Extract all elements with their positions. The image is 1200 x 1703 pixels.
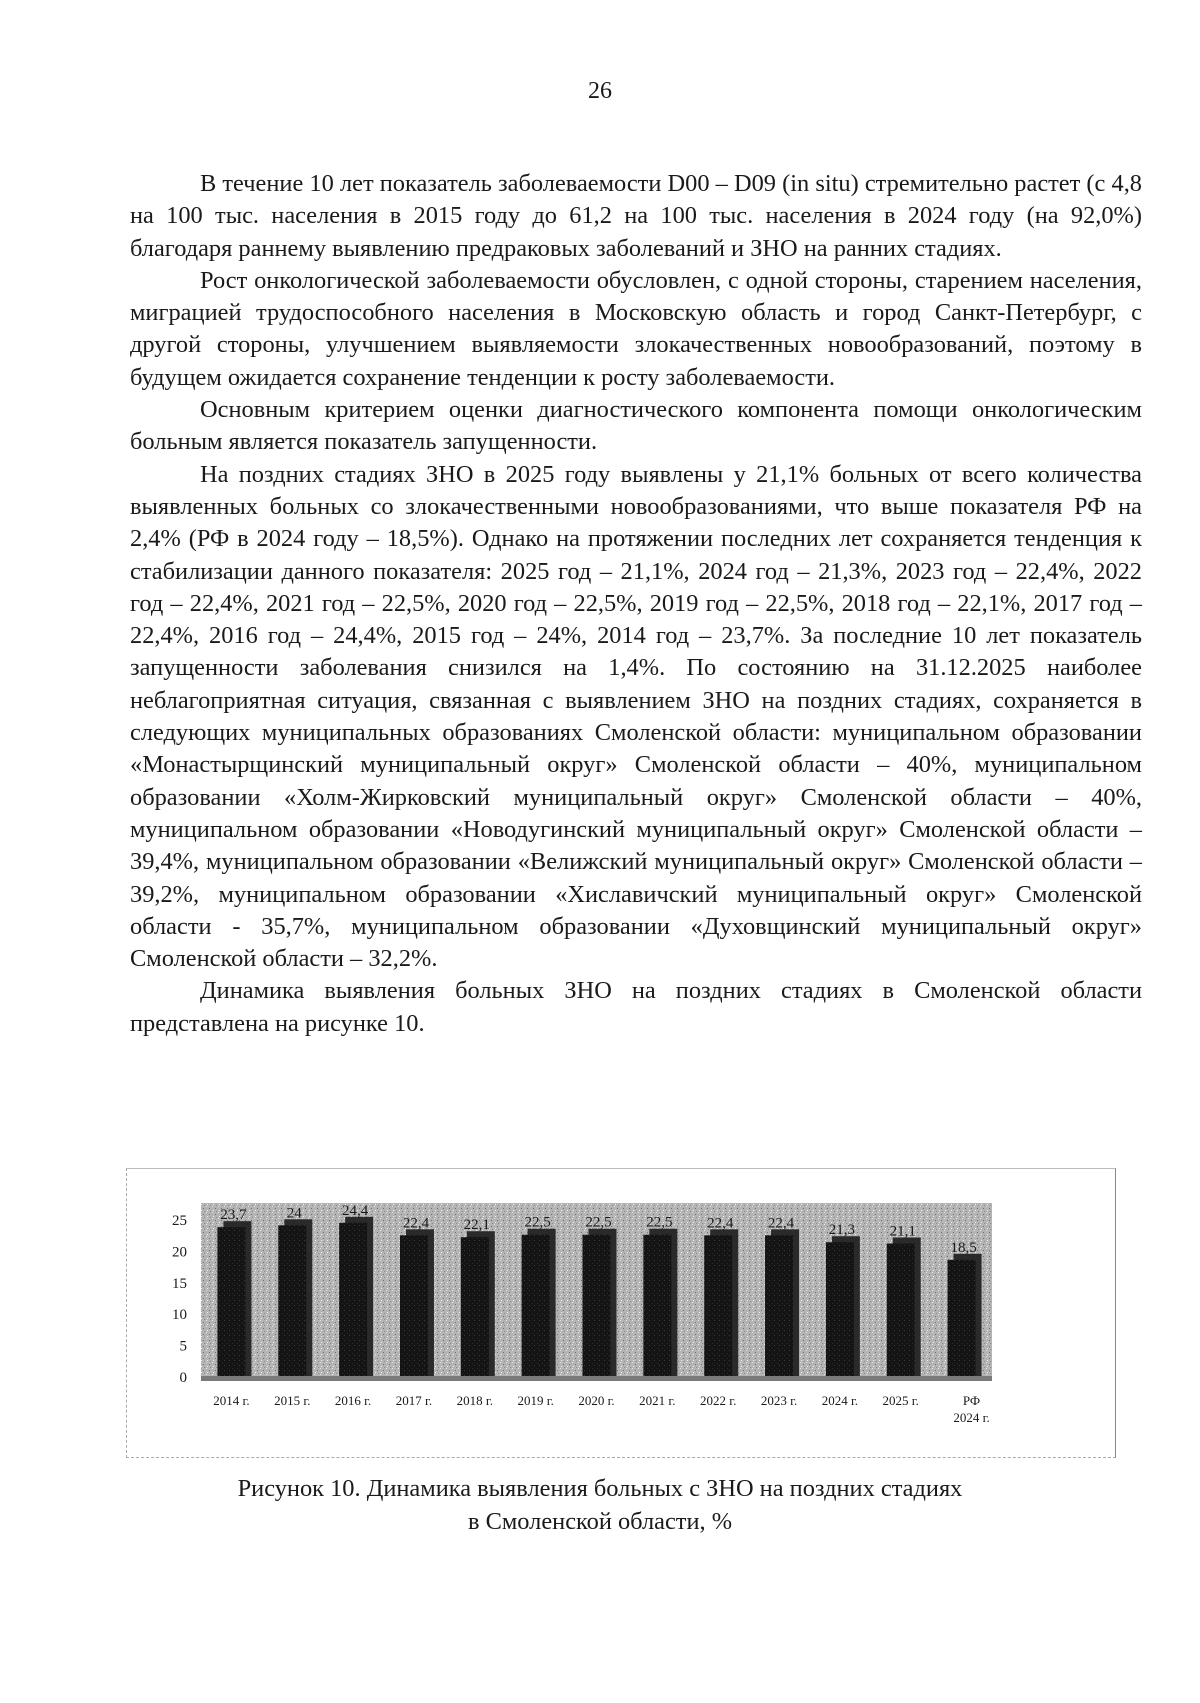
- bar-value-label: 24,4: [341, 1202, 369, 1219]
- y-tick-label: 15: [172, 1275, 187, 1292]
- x-tick-label: 2020 г.: [578, 1393, 615, 1408]
- bar: [583, 1235, 611, 1376]
- bar: [461, 1237, 489, 1376]
- bar-value-label: 21,1: [889, 1223, 916, 1240]
- paragraph-in-situ: В течение 10 лет показатель заболеваемости D00 – D09 (in situ) стремительно растет (с 4,8 на 100 тыс. населения в 2015 году до 61,2 на 100 тыс. населения в 2024 году (на 92,0%) благодаря раннему выявлению предраковых заболеваний и ЗНО на ранних стадиях.: [130, 170, 1142, 262]
- y-axis: [172, 1213, 187, 1386]
- paragraph-criterion: Основным критерием оценки диагностического компонента помощи онкологическим больным является показатель запущенности.: [130, 396, 1142, 456]
- bar-value-label: 21,3: [828, 1222, 856, 1239]
- bar-value-label: 18,5: [950, 1239, 977, 1256]
- paragraph-incidence-growth: Рост онкологической заболеваемости обусловлен, с одной стороны, старением населения, миграцией трудоспособного населения в Московскую область и город Санкт-Петербург, с другой стороны, улучшением выявляемости злокачественных новообразований, поэтому в будущем ожидается сохранение тенденции к росту заболеваемости.: [130, 266, 1142, 391]
- x-axis: [213, 1393, 990, 1425]
- bar: [522, 1235, 550, 1376]
- bar-value-label: 22,5: [646, 1214, 673, 1231]
- x-tick-label: 2022 г.: [700, 1393, 737, 1408]
- figure-caption: [0, 1472, 1200, 1538]
- x-tick-label: 2024 г.: [821, 1393, 859, 1408]
- bar: [765, 1235, 793, 1376]
- x-tick-label: 2016 г.: [334, 1393, 372, 1408]
- bar: [278, 1225, 306, 1376]
- x-tick-label: 2018 г.: [456, 1393, 493, 1408]
- bar-value-label: 22,4: [767, 1215, 795, 1232]
- y-tick-label: 25: [172, 1213, 187, 1229]
- bar-value-label: 22,4: [707, 1215, 734, 1232]
- x-tick-label: 2015 г.: [274, 1393, 311, 1408]
- bar: [826, 1242, 854, 1376]
- bar-value-label: 22,5: [524, 1214, 551, 1231]
- bar: [339, 1223, 367, 1376]
- bar-value-label: 23,7: [220, 1207, 247, 1224]
- bar: [948, 1260, 976, 1376]
- bar: [400, 1235, 428, 1376]
- x-tick-label: РФ 2024 г.: [953, 1393, 990, 1425]
- x-tick-label: 2017 г.: [395, 1393, 433, 1408]
- y-tick-label: 5: [179, 1338, 187, 1355]
- body-text: [130, 168, 1142, 1040]
- bar-value-label: 22,4: [402, 1215, 430, 1232]
- paragraph-late-stages: На поздних стадиях ЗНО в 2025 году выявлены у 21,1% больных от всего количества выявленных больных со злокачественными новообразованиями, что выше показателя РФ на 2,4% (РФ в 2024 году – 18,5%). Однако на протяжении последних лет сохраняется тенденция к стабилизации данного показателя: 2025 год – 21,1%, 2024 год – 21,3%, 2023 год – 22,4%, 2022 год – 22,4%, 2021 год – 22,5%, 2020 год – 22,5%, 2019 год – 22,5%, 2018 год – 22,1%, 2017 год – 22,4%, 2016 год – 24,4%, 2015 год – 24%, 2014 год – 23,7%. За последние 10 лет показатель запущенности заболевания снизился на 1,4%. По состоянию на 31.12.2025 наиболее неблагоприятная ситуация, связанная с выявлением ЗНО на поздних стадиях, сохраняется в следующих муниципальных образованиях Смоленской области: муниципальном образовании «Монастырщинский муниципальный округ» Смоленской области – 40%, муниципальном образовании «Холм-Жирковский муниципальный округ» Смоленской области – 40%, муниципальном образовании «Новодугинский муниципальный округ» Смоленской области – 39,4%, муниципальном образовании «Велижский муниципальный округ» Смоленской области – 39,2%, муниципальном образовании «Хиславичский муниципальный округ» Смоленской области - 35,7%, муниципальном образовании «Духовщинский муниципальный округ» Смоленской области – 32,2%.: [130, 460, 1142, 973]
- plot-floor: [201, 1376, 992, 1381]
- x-tick-label: 2021 г.: [639, 1393, 676, 1408]
- x-tick-label: 2019 г.: [517, 1393, 554, 1408]
- page-number: 26: [588, 78, 612, 104]
- bar: [887, 1243, 915, 1376]
- bar-value-label: 22,1: [463, 1217, 490, 1234]
- bar: [643, 1235, 671, 1376]
- bar-chart: [126, 1168, 1116, 1458]
- paragraph-figure-reference: Динамика выявления больных ЗНО на поздних стадиях в Смоленской области представлена на рисунке 10.: [130, 977, 1142, 1037]
- y-tick-label: 0: [179, 1370, 187, 1386]
- x-tick-label: 2014 г.: [213, 1393, 250, 1408]
- y-tick-label: 10: [172, 1307, 187, 1324]
- bar: [704, 1235, 732, 1376]
- x-tick-label: 2025 г.: [882, 1393, 919, 1408]
- bar: [217, 1227, 245, 1376]
- caption-line-1: Рисунок 10. Динамика выявления больных с ЗНО на поздних стадиях: [237, 1475, 963, 1502]
- bar-chart-canvas: [127, 1169, 1117, 1459]
- bar-value-label: 24: [286, 1205, 302, 1222]
- y-tick-label: 20: [172, 1244, 187, 1261]
- x-tick-label: 2023 г.: [760, 1393, 798, 1408]
- caption-line-2: в Смоленской области, %: [467, 1508, 733, 1535]
- bar-value-label: 22,5: [585, 1214, 612, 1231]
